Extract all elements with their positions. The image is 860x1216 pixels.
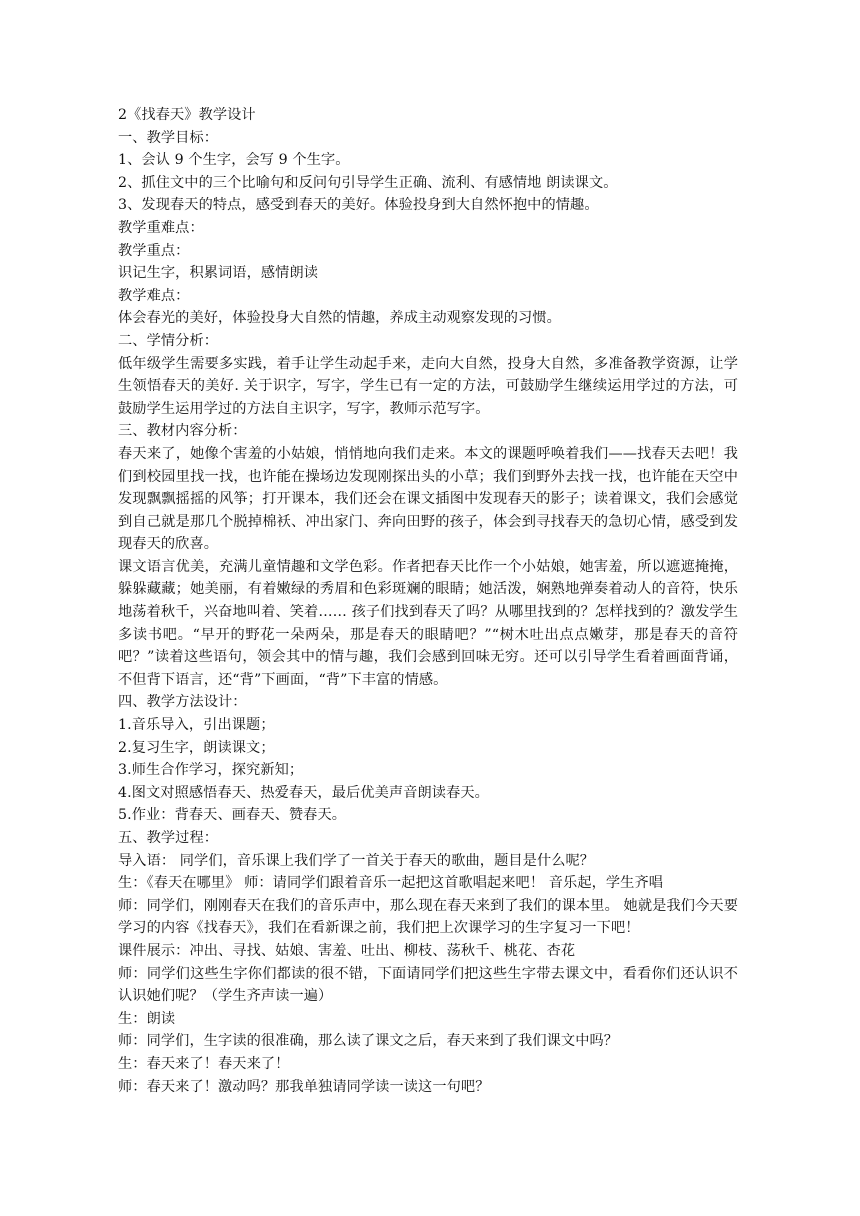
process-teacher-4: 师：春天来了！激动吗？那我单独请同学读一读这一句吧？	[118, 1078, 490, 1095]
process-teacher-1: 师：同学们，刚刚春天在我们的音乐声中，那么现在春天来到了我们的课本里。 她就是我们今天要学习的内容《找春天》，我们在看新课之前，我们把上次课学习的生字复习一下吧！	[118, 897, 738, 937]
goal-item-1: 1、会认 9 个生字，会写 9 个生字。	[118, 152, 350, 169]
key-difficult-heading: 教学重难点：	[118, 219, 204, 236]
difficult-points-text: 体会春光的美好，体验投身大自然的情趣，养成主动观察发现的习惯。	[118, 310, 561, 327]
document-page	[118, 104, 738, 1098]
process-courseware: 课件展示：冲出、寻找、姑娘、害羞、吐出、柳枝、荡秋千、桃花、杏花	[118, 942, 576, 959]
method-item-1: 1.音乐导入，引出课题；	[118, 717, 275, 734]
key-points-text: 识记生字，积累词语，感情朗读	[118, 265, 319, 282]
method-item-2: 2.复习生字，朗读课文；	[118, 739, 275, 756]
section-heading-content-analysis: 三、教材内容分析：	[118, 423, 247, 440]
section-heading-process: 五、教学过程：	[118, 830, 219, 846]
section-heading-student-analysis: 二、学情分析：	[118, 332, 219, 349]
process-student-1: 生：《春天在哪里》 师：请同学们跟着音乐一起把这首歌唱起来吧！ 音乐起，学生齐唱	[118, 875, 664, 892]
method-item-4: 4.图文对照感悟春天、热爱春天，最后优美声音朗读春天。	[118, 784, 489, 801]
content-analysis-paragraph-2: 课文语言优美，充满儿童情趣和文学色彩。作者把春天比作一个小姑娘，她害羞，所以遮遮掩掩，躲躲藏藏；她美丽，有着嫩绿的秀眉和色彩斑斓的眼睛；她活泼，娴熟地弹奏着动人的音符，快乐地荡着秋千，兴奋地叫着、笑着…… 孩子们找到春天了吗？从哪里找到的？怎样找到的？激发学生多读书吧。“早开的野花一朵两朵，那是春天的眼睛吧？”“树木吐出点点嫩芽，那是春天的音符吧？”读着这些语句，领会其中的情与趣，我们会感到回味无穷。还可以引导学生看着画面背诵，不但背下语言，还“背”下画面，“背”下丰富的情感。	[118, 558, 738, 688]
process-teacher-2: 师：同学们这些生字你们都读的很不错，下面请同学们把这些生字带去课文中，看看你们还认识不认识她们呢？（学生齐声读一遍）	[118, 965, 738, 1005]
section-heading-goals: 一、教学目标：	[118, 129, 219, 146]
key-points-heading: 教学重点：	[118, 242, 190, 259]
process-student-3: 生：春天来了！春天来了！	[118, 1055, 290, 1072]
process-student-2: 生：朗读	[118, 1010, 176, 1027]
process-teacher-3: 师：同学们，生字读的很准确，那么读了课文之后，春天来到了我们课文中吗？	[118, 1033, 619, 1050]
section-heading-methods: 四、教学方法设计：	[118, 694, 247, 711]
document-title: 2《找春天》教学设计	[118, 107, 256, 123]
method-item-5: 5.作业：背春天、画春天、赞春天。	[118, 807, 347, 824]
difficult-points-heading: 教学难点：	[118, 287, 190, 304]
goal-item-2: 2、抓住文中的三个比喻句和反问句引导学生正确、流利、有感情地 朗读课文。	[118, 174, 618, 191]
content-analysis-paragraph-1: 春天来了，她像个害羞的小姑娘，悄悄地向我们走来。本文的课题呼唤着我们——找春天去吧！我们到校园里找一找，也许能在操场边发现刚探出头的小草；我们到野外去找一找，也许能在天空中发现飘飘摇摇的风筝；打开课本，我们还会在课文插图中发现春天的影子；读着课文，我们会感觉到自己就是那几个脱掉棉袄、冲出家门、奔向田野的孩子，体会到寻找春天的急切心情，感受到发现春天的欣喜。	[118, 445, 738, 553]
method-item-3: 3.师生合作学习，探究新知；	[118, 762, 304, 779]
goal-item-3: 3、发现春天的特点，感受到春天的美好。体验投身到大自然怀抱中的情趣。	[118, 197, 599, 214]
process-intro: 导入语： 同学们，音乐课上我们学了一首关于春天的歌曲，题目是什么呢？	[118, 852, 595, 869]
student-analysis-paragraph: 低年级学生需要多实践，着手让学生动起手来，走向大自然，投身大自然，多准备教学资源，让学生领悟春天的美好. 关于识字，写字，学生已有一定的方法，可鼓励学生继续运用学过的方法，可鼓励学生运用学过的方法自主识字，写字，教师示范写字。	[118, 355, 738, 417]
